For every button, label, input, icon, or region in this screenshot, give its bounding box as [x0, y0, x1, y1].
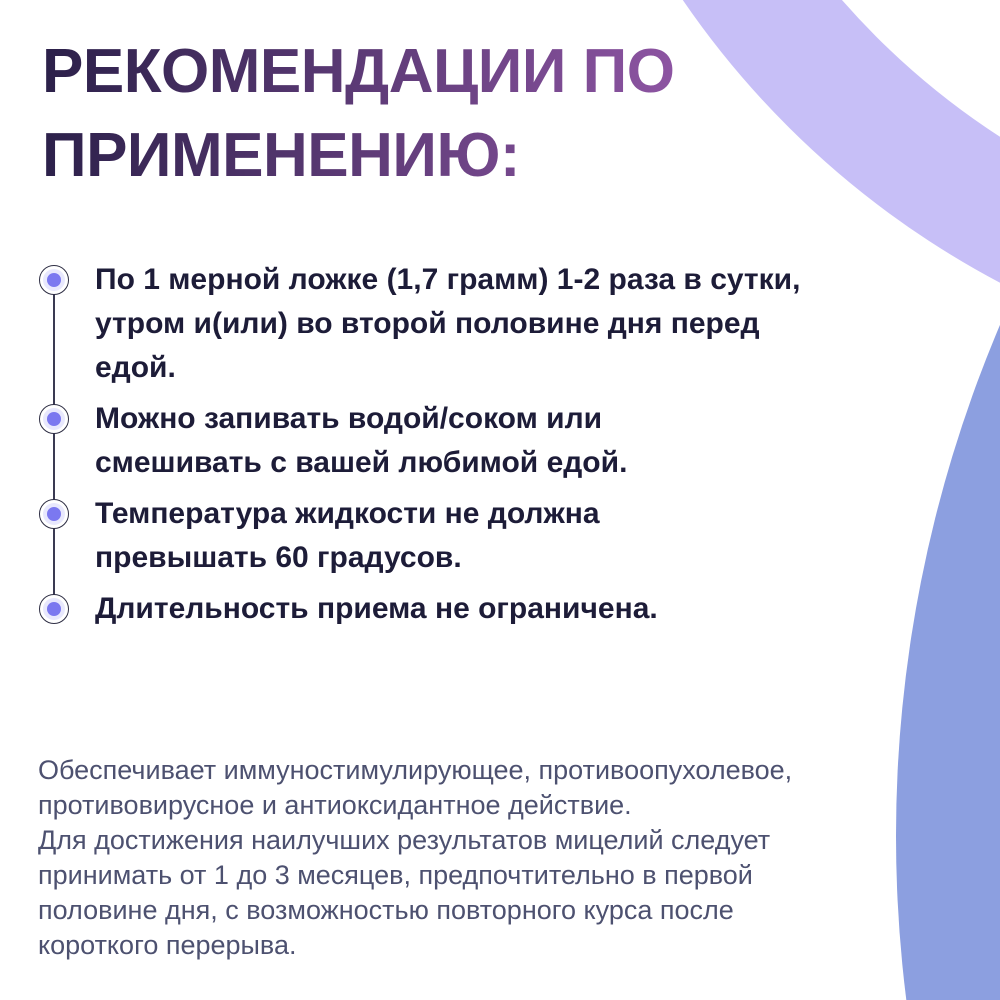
list-item-text-line: По 1 мерной ложке (1,7 грамм) 1-2 раза в сутки, [95, 263, 801, 296]
bullet-dot-icon [47, 507, 61, 521]
list-item [39, 587, 919, 631]
list-item-text-line: едой. [95, 351, 176, 384]
list-item-text [95, 258, 919, 390]
footer-text-line: короткого перерыва. [38, 930, 297, 960]
list-item [39, 492, 919, 580]
bullet-circle-icon [39, 404, 69, 434]
bullet-circle-icon [39, 499, 69, 529]
list-item-text-line: превышать 60 градусов. [95, 541, 462, 574]
bullet-dot-icon [47, 602, 61, 616]
list-item-text-line: Температура жидкости не должна [95, 497, 600, 530]
page-title-line-1: РЕКОМЕНДАЦИИ ПО [42, 37, 675, 106]
footer-text-line: Для достижения наилучших результатов мицелий следует [38, 825, 771, 855]
list-item [39, 258, 919, 390]
list-item-text [95, 587, 919, 631]
footer-text-line: Обеспечивает иммуностимулирующее, противоопухолевое, [38, 755, 793, 785]
recommendations-list [39, 258, 919, 638]
list-item-text-line: утром и(или) во второй половине дня перед [95, 307, 760, 340]
page-title [42, 30, 674, 198]
bullet-dot-icon [47, 412, 61, 426]
page-title-line-2: ПРИМЕНЕНИЮ: [42, 121, 521, 190]
bullet-circle-icon [39, 265, 69, 295]
footer-text-line: принимать от 1 до 3 месяцев, предпочтительно в первой [38, 860, 753, 890]
bullet-dot-icon [47, 273, 61, 287]
list-item [39, 397, 919, 485]
list-item-text-line: Длительность приема не ограничена. [95, 592, 658, 625]
list-item-text-line: Можно запивать водой/соком или [95, 402, 603, 435]
footer-text-line: половине дня, с возможностью повторного курса после [38, 895, 734, 925]
footer-paragraph [38, 753, 792, 963]
list-item-text-line: смешивать с вашей любимой едой. [95, 446, 628, 479]
bullet-circle-icon [39, 594, 69, 624]
list-item-text [95, 397, 919, 485]
footer-text-line: противовирусное и антиоксидантное действие. [38, 790, 632, 820]
list-item-text [95, 492, 919, 580]
